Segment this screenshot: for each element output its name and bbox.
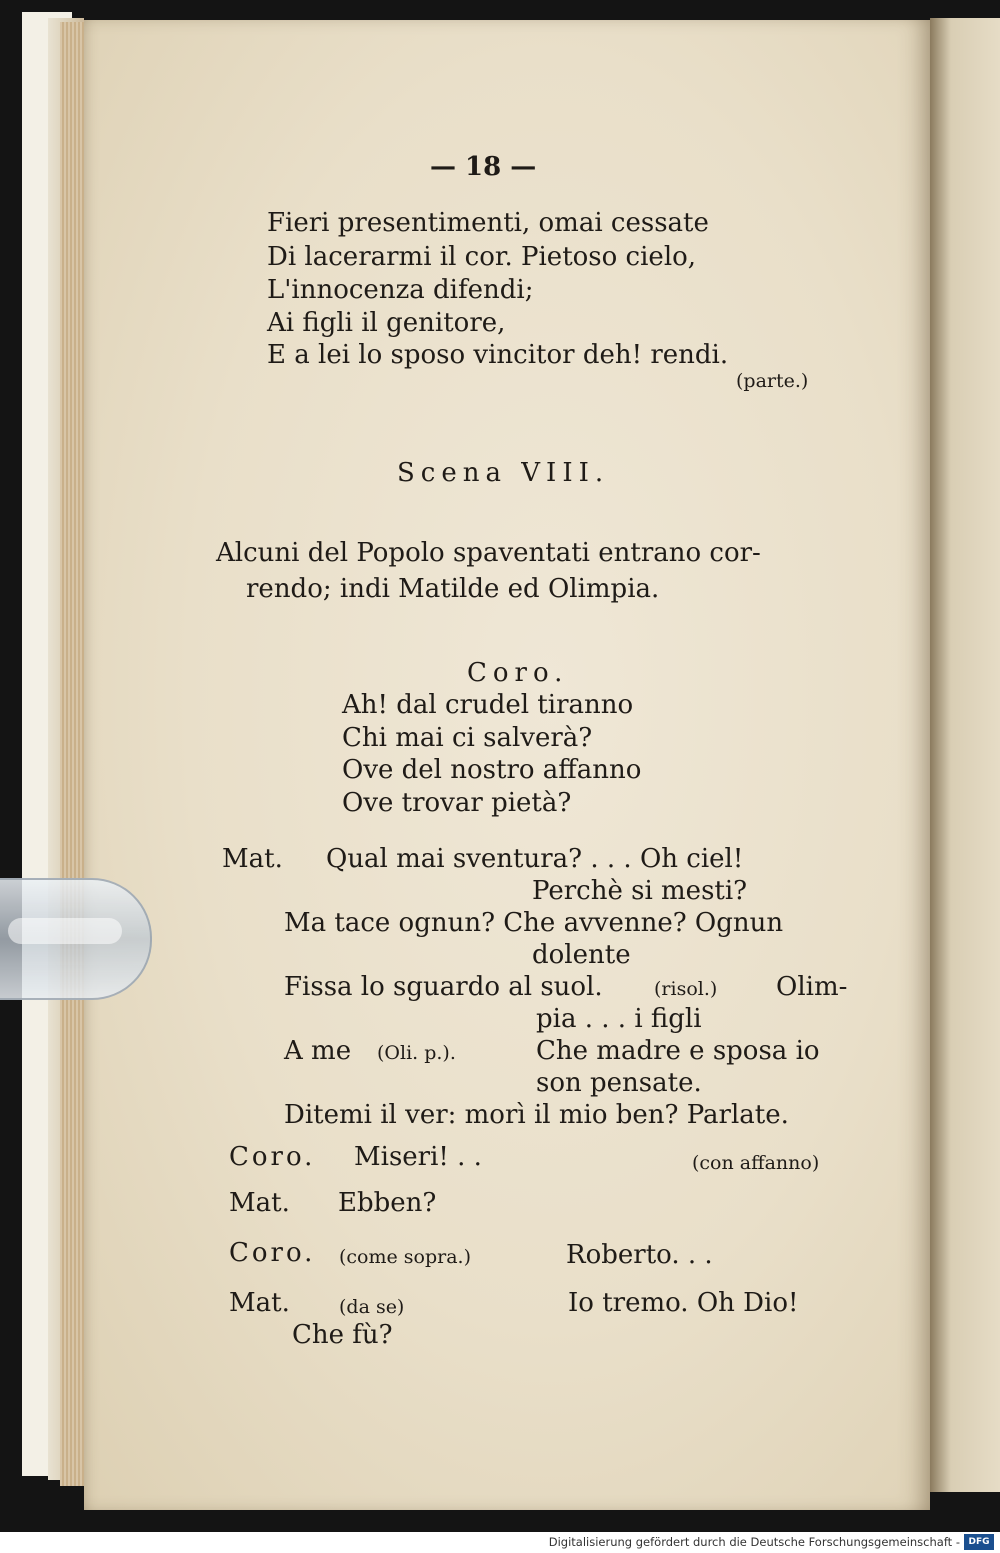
verse-line: Ah! dal crudel tiranno [342,690,634,720]
stage-direction: (risol.) [654,978,718,1000]
speaker-label: Mat. [229,1188,290,1218]
scene-heading: Scena VIII. [397,458,610,488]
verse-line: Miseri! . . [354,1142,482,1172]
speaker-label: Mat. [222,844,283,874]
verse-line: Ove del nostro affanno [342,755,642,785]
stage-direction: (Oli. p.). [377,1042,456,1064]
speaker-heading: Coro. [467,658,569,688]
verse-line: Chi mai ci salverà? [342,723,593,753]
verse-line: Olim- [776,972,848,1002]
verse-line: A me [284,1036,352,1066]
speaker-label: Coro. [229,1238,316,1268]
verse-line: Ove trovar pietà? [342,788,572,818]
dfg-logo-icon: DFG [964,1534,994,1550]
page-clip [0,878,152,1000]
book-page [84,20,930,1510]
verse-line: Ma tace ognun? Che avvenne? Ognun [284,908,784,938]
verse-line: Ebben? [338,1188,437,1218]
verse-line: Che fù? [292,1320,393,1350]
speaker-label: Mat. [229,1288,290,1318]
stage-direction: (parte.) [736,370,809,392]
verse-line: pia . . . i figli [536,1004,702,1034]
stage-direction: (come sopra.) [339,1246,472,1268]
verse-line: dolente [532,940,631,970]
verse-line: Ai figli il genitore, [267,308,506,338]
stage-direction: rendo; indi Matilde ed Olimpia. [246,574,660,604]
verse-line: E a lei lo sposo vincitor deh! rendi. [267,340,729,370]
verse-line: Perchè si mesti? [532,876,748,906]
verse-line: Io tremo. Oh Dio! [568,1288,799,1318]
facing-page-edge [930,18,1000,1492]
verse-line: Di lacerarmi il cor. Pietoso cielo, [267,242,697,272]
verse-line: son pensate. [536,1068,702,1098]
footer-bar [0,1532,1000,1553]
funding-notice: Digitalisierung gefördert durch die Deutsche Forschungsgemeinschaft - [548,1535,960,1549]
verse-line: Che madre e sposa io [536,1036,820,1066]
stage-direction: (da se) [339,1296,405,1318]
verse-line: Fieri presentimenti, omai cessate [267,208,709,238]
stage-direction: Alcuni del Popolo spaventati entrano cor- [216,538,761,568]
verse-line: Fissa lo sguardo al suol. [284,972,603,1002]
verse-line: Qual mai sventura? . . . Oh ciel! [326,844,744,874]
stage-direction: (con affanno) [692,1152,820,1174]
verse-line: L'innocenza difendi; [267,275,534,305]
page-number: — 18 — [430,152,537,182]
verse-line: Ditemi il ver: morì il mio ben? Parlate. [284,1100,789,1130]
verse-line: Roberto. . . [566,1240,713,1270]
speaker-label: Coro. [229,1142,316,1172]
